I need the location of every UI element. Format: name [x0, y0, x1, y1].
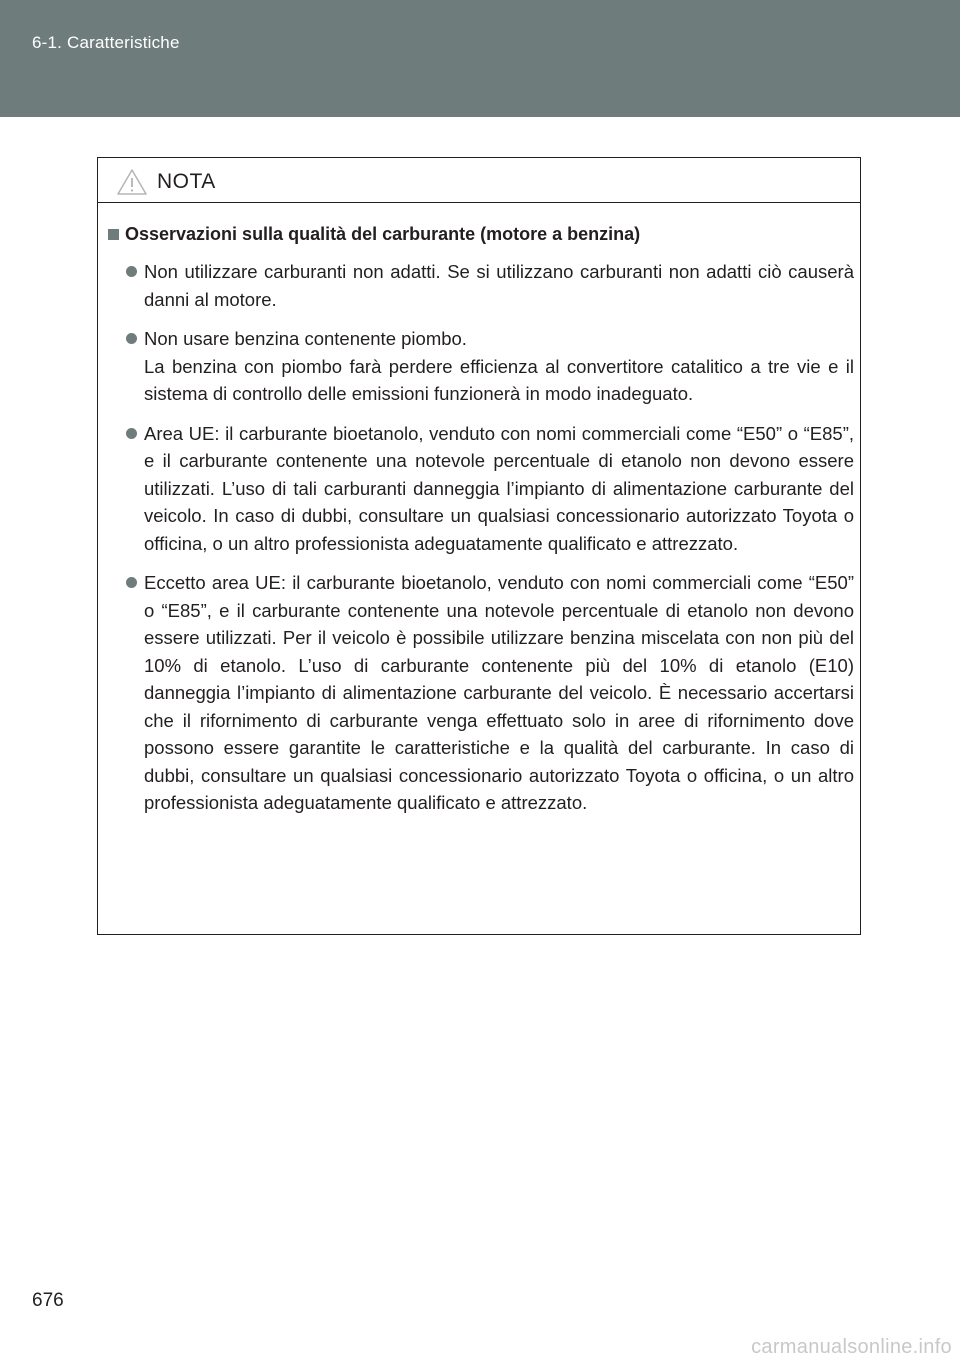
- bullet-text-continued: La benzina con piombo farà perdere efficienza al convertitore catalitico a tre vie e il sistema di controllo delle emissioni funzionerà in modo inadeguato.: [144, 355, 854, 404]
- section-title-text: Osservazioni sulla qualità del carburante (motore a benzina): [125, 224, 641, 244]
- bullet-text: Area UE: il carburante bioetanolo, venduto con nomi commerciali come “E50” o “E85”, e il carburante contenente una notevole percentuale di etanolo non devono essere utilizzati. L’uso di tali carburanti danneggia l’impianto di alimentazione carburante del veicolo. In caso di dubbi, consultare un qualsiasi concessionario autorizzato Toyota o officina, o un altro professionista adeguatamente qualificato e attrezzato.: [144, 422, 854, 554]
- list-item: [126, 420, 854, 558]
- round-bullet-icon: [126, 333, 137, 344]
- bullet-text: Non utilizzare carburanti non adatti. Se si utilizzano carburanti non adatti ciò causerà danni al motore.: [144, 261, 854, 310]
- round-bullet-icon: [126, 266, 137, 277]
- note-label: NOTA: [157, 170, 216, 193]
- round-bullet-icon: [126, 428, 137, 439]
- list-item: [126, 569, 854, 817]
- bullet-list: [126, 258, 854, 829]
- note-header: [98, 158, 860, 203]
- page-number: 676: [32, 1290, 64, 1311]
- list-item: [126, 325, 854, 408]
- section-heading: 6-1. Caratteristiche: [32, 33, 180, 52]
- warning-triangle-icon: [116, 168, 148, 196]
- bullet-text: Eccetto area UE: il carburante bioetanolo, venduto con nomi commerciali come “E50” o “E85”, e il carburante contenente una notevole percentuale di etanolo non devono essere utilizzati. Per il veicolo è possibile utilizzare benzina miscelata con non più del 10% di etanolo. L’uso di carburante contenente più del 10% di etanolo (E10) danneggia l’impianto di alimentazione carburante del veicolo. È necessario accertarsi che il rifornimento di carburante venga effettuato solo in aree di rifornimento dove possono essere garantite le caratteristiche e la qualità del carburante. In caso di dubbi, consultare un qualsiasi concessionario autorizzato Toyota o officina, o un altro professionista adeguatamente qualificato e attrezzato.: [144, 572, 854, 813]
- page-header: [0, 0, 960, 117]
- bullet-text: Non usare benzina contenente piombo.: [144, 328, 467, 349]
- watermark: carmanualsonline.info: [751, 1336, 952, 1358]
- square-bullet-icon: [108, 229, 119, 240]
- list-item: [126, 258, 854, 313]
- note-section-title: [108, 224, 640, 245]
- round-bullet-icon: [126, 577, 137, 588]
- note-box: [97, 157, 861, 935]
